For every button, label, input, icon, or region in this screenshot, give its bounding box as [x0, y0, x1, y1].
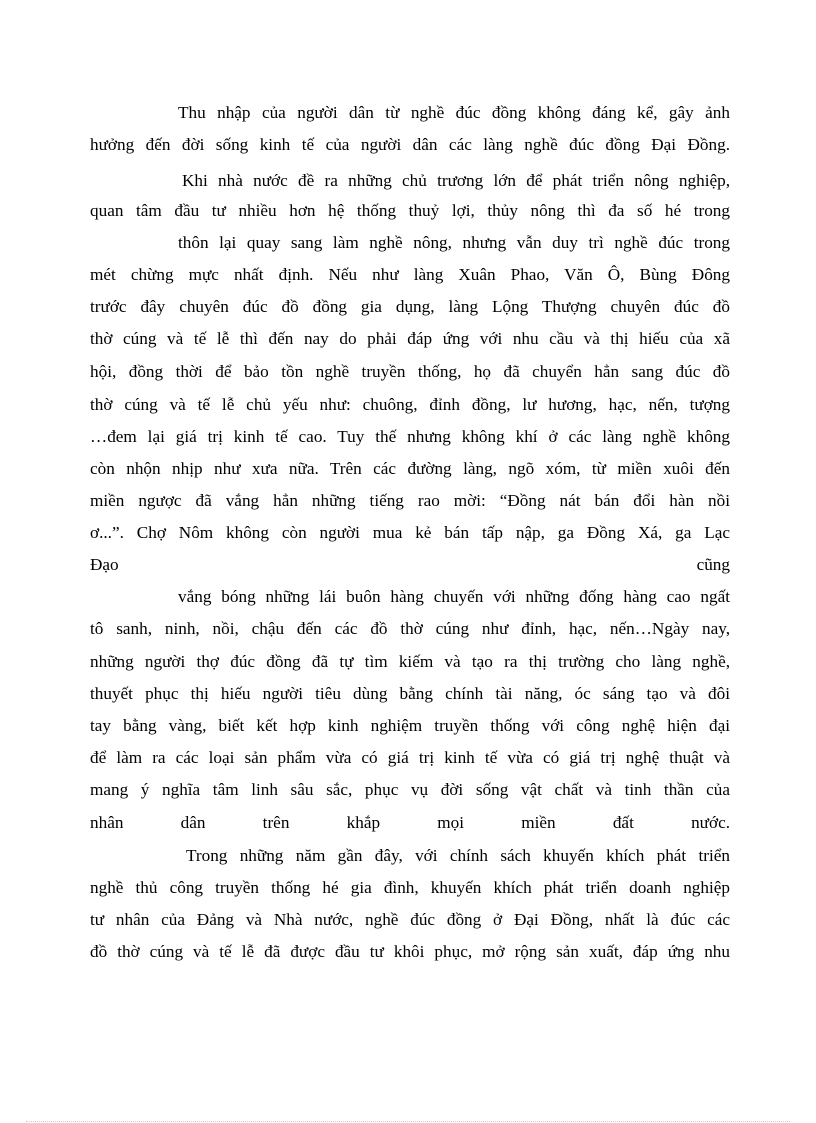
- text-line: Đạo cũng: [90, 555, 730, 574]
- text-line: mét chừng mực nhất định. Nếu như làng Xuân Phao, Văn Ô, Bùng Đông: [90, 265, 730, 284]
- text-line: …đem lại giá trị kinh tế cao. Tuy thế nhưng không khí ở các làng nghề không: [90, 427, 730, 446]
- text-line: còn nhộn nhịp như xưa nữa. Trên các đường làng, ngõ xóm, từ miền xuôi đến: [90, 459, 730, 478]
- text-line: ơ...”. Chợ Nôm không còn người mua kẻ bán tấp nập, ga Đồng Xá, ga Lạc: [90, 523, 730, 542]
- text-line: Trong những năm gần đây, với chính sách khuyến khích phát triển: [186, 846, 730, 865]
- text-line: vắng bóng những lái buôn hàng chuyến với những đống hàng cao ngất: [178, 587, 730, 606]
- text-line: tay bằng vàng, biết kết hợp kinh nghiệm truyền thống với công nghệ hiện đại: [90, 716, 730, 735]
- text-line: thuyết phục thị hiếu người tiêu dùng bằng chính tài năng, óc sáng tạo và đôi: [90, 684, 730, 703]
- text-line: đồ thờ cúng và tế lễ đã được đầu tư khôi phục, mở rộng sản xuất, đáp ứng nhu: [90, 942, 730, 961]
- text-line: thờ cúng và tế lễ thì đến nay do phải đáp ứng với nhu cầu và thị hiếu của xã: [90, 329, 730, 348]
- text-line: tư nhân của Đảng và Nhà nước, nghề đúc đồng ở Đại Đồng, nhất là đúc các: [90, 910, 730, 929]
- text-line: để làm ra các loại sản phẩm vừa có giá trị kinh tế vừa có giá trị nghệ thuật và: [90, 748, 730, 767]
- text-line: tô sanh, ninh, nồi, chậu đến các đồ thờ cúng như đỉnh, hạc, nến…Ngày nay,: [90, 619, 730, 638]
- text-line: những người thợ đúc đồng đã tự tìm kiếm và tạo ra thị trường cho làng nghề,: [90, 652, 730, 671]
- footer-divider: [26, 1121, 790, 1122]
- text-line: trước đây chuyên đúc đồ đồng gia dụng, làng Lộng Thượng chuyên đúc đồ: [90, 297, 730, 316]
- text-line: miền ngược đã vắng hẳn những tiếng rao mời: “Đồng nát bán đổi hàn nồi: [90, 491, 730, 510]
- text-line: Khi nhà nước đề ra những chủ trương lớn để phát triển nông nghiệp,: [182, 171, 730, 190]
- text-line: Thu nhập của người dân từ nghề đúc đồng không đáng kể, gây ảnh: [178, 103, 730, 122]
- text-line: mang ý nghĩa tâm linh sâu sắc, phục vụ đời sống vật chất và tinh thần của: [90, 780, 730, 799]
- text-line: hội, đồng thời để bảo tồn nghề truyền thống, họ đã chuyển hẳn sang đúc đồ: [90, 362, 730, 381]
- text-line: hưởng đến đời sống kinh tế của người dân các làng nghề đúc đồng Đại Đồng.: [90, 135, 730, 154]
- text-line: thờ cúng và tế lễ chủ yếu như: chuông, đỉnh đồng, lư hương, hạc, nến, tượng: [90, 395, 730, 414]
- text-line: thôn lại quay sang làm nghề nông, nhưng vẫn duy trì nghề đúc trong: [178, 233, 730, 252]
- text-line: nghề thủ công truyền thống hé gia đình, khuyến khích phát triển doanh nghiệp: [90, 878, 730, 897]
- text-line: quan tâm đầu tư nhiều hơn hệ thống thuỷ lợi, thủy nông thì đa số hé trong: [90, 201, 730, 220]
- text-line: nhân dân trên khắp mọi miền đất nước.: [90, 813, 730, 832]
